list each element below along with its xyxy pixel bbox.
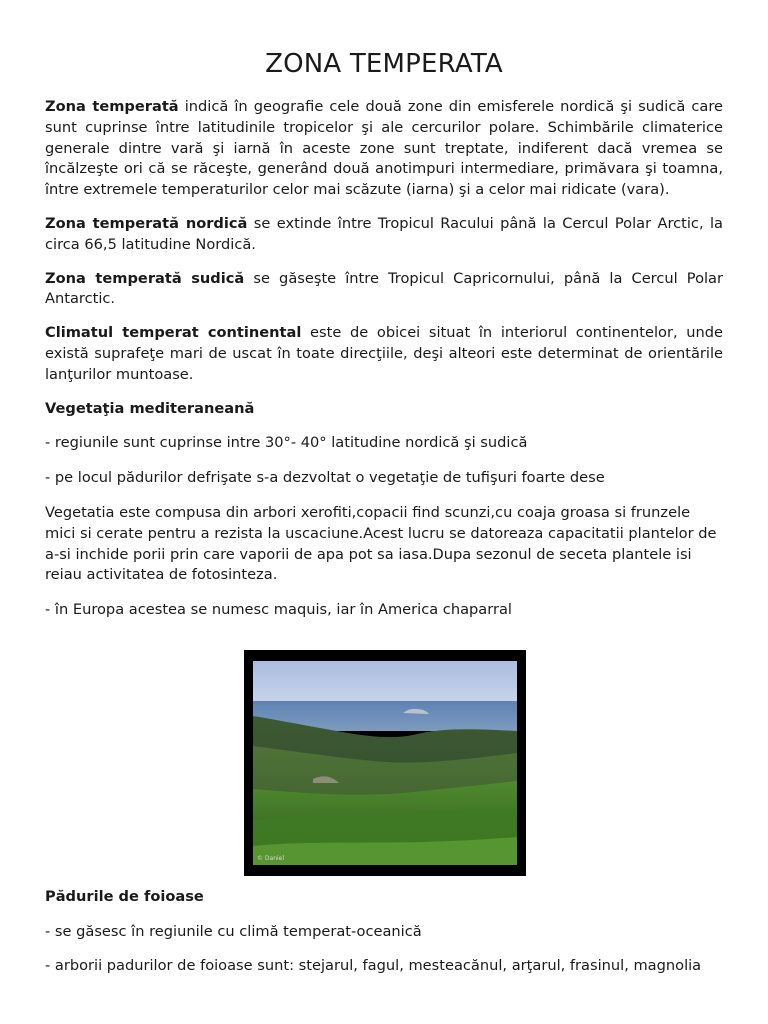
term-zona-sudica: Zona temperată sudică [45, 269, 245, 287]
bullet-arbori-foioase: - arborii padurilor de foioase sunt: stejarul, fagul, mesteacănul, arţarul, frasinul, magnolia [45, 956, 702, 974]
photo-watermark: © Daniel [257, 855, 285, 862]
bullet-maquis: - în Europa acestea se numesc maquis, iar în America chaparral [45, 601, 512, 619]
maquis-landscape-photo [244, 650, 526, 876]
heading-paduri-foioase [45, 887, 723, 908]
bullet-latitudine: - regiunile sunt cuprinse intre 30°- 40° latitudine nordică şi sudică [45, 434, 528, 452]
term-zona-nordica: Zona temperată nordică [45, 214, 248, 232]
landscape-image [253, 661, 517, 865]
paragraph-zona-nordica [45, 214, 723, 256]
document-page [45, 0, 723, 621]
bullet-tufisuri: - pe locul pădurilor defrişate s-a dezvoltat o vegetaţie de tufişuri foarte dese [45, 469, 605, 487]
heading-text: Vegetaţia mediteraneană [45, 399, 255, 417]
heading-vegetatie-mediteraneana [45, 399, 723, 420]
paragraph-text: este de obicei situat în interiorul continentelor, unde există suprafeţe mari de uscat în toate direcţiile, deşi alteori este determinat de orientările lanţurilor muntoase. [45, 324, 723, 383]
paragraph-text: se extinde între Tropicul Racului până la Cercul Polar Arctic, la circa 66,5 latitudine Nordică. [45, 214, 723, 253]
lower-section [45, 887, 723, 976]
term-zona-temperata: Zona temperată [45, 98, 179, 115]
paragraph-xerofiti: Vegetatia este compusa din arbori xerofiti,copacii find scunzi,cu coaja groasa si frunzele mici si cerate pentru a rezista la uscaciune.Acest lucru se datoreaza capacitatii plantelor de a-si inchide porii prin care vaporii de apa pot sa iasa.Dupa sezonul de seceta plantele isi reiau activitatea de fotosinteza. [45, 503, 717, 584]
paragraph-text: indică în geografie cele două zone din emisferele nordică şi sudică care sunt cuprinse între latitudinile tropicelor şi ale cercurilor polare. Schimbările climaterice generale dintre vară şi iarnă în aceste zone sunt treptate, indiferent dacă vremea se încălzeşte ori că se răceşte, generând două anotimpuri intermediare, primăvara şi toamna, între extremele temperaturilor celor mai scăzute (iarna) şi a celor mai ridicate (vara). [45, 98, 723, 199]
paragraph-zona-temperata [45, 97, 723, 201]
page-title: ZONA TEMPERATA [265, 49, 503, 79]
paragraph-text: se găseşte între Tropicul Capricornului, până la Cercul Polar Antarctic. [45, 269, 723, 308]
term-climat-continental: Climatul temperat continental [45, 324, 302, 342]
paragraph-zona-sudica [45, 269, 723, 311]
bullet-clima-oceanica: - se găsesc în regiunile cu climă temperat-oceanică [45, 922, 422, 940]
paragraph-climat-continental [45, 323, 723, 385]
heading-text: Pădurile de foioase [45, 888, 204, 905]
